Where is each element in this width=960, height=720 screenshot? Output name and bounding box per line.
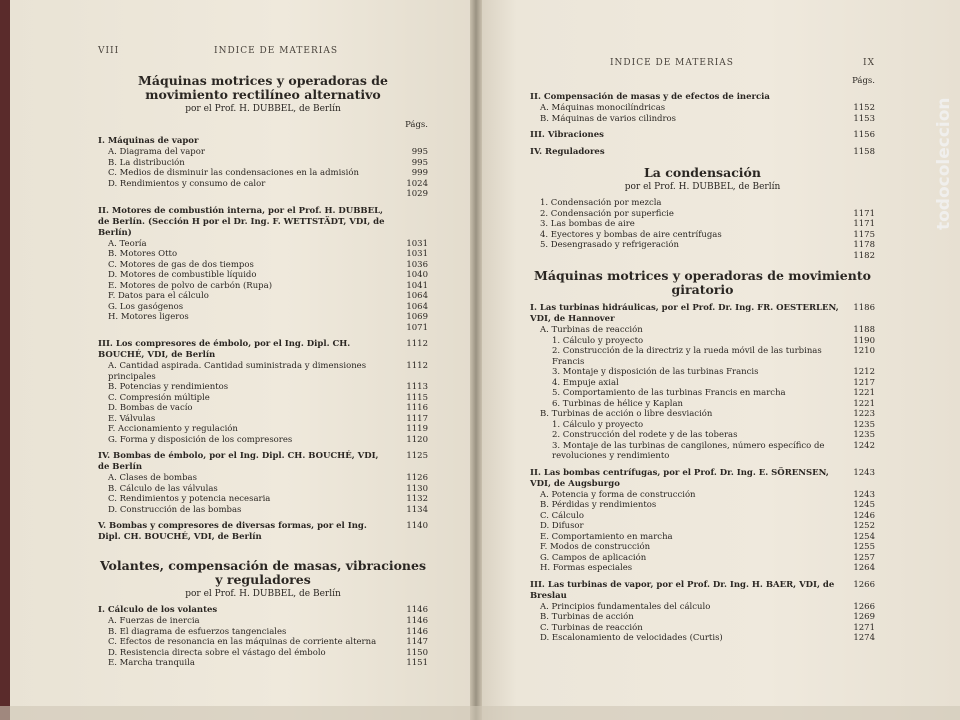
left-folio: VIII [98, 46, 120, 56]
toc-entry [530, 209, 875, 220]
toc-entry-title: H. Formas especiales [540, 563, 633, 573]
toc-entry-title: B. El diagrama de esfuerzos tangenciales [108, 626, 287, 637]
toc-entry-page [839, 198, 875, 209]
toc-entry [98, 473, 428, 484]
toc-entry [98, 281, 428, 292]
toc-entry [98, 424, 428, 435]
toc-entry [530, 521, 875, 532]
toc-entry [98, 616, 428, 627]
toc-entry-page: 1178 [853, 240, 875, 250]
toc-entry-page: 995 [411, 147, 428, 157]
toc-entry [530, 367, 875, 378]
toc-section-title: V. Bombas y compresores de diversas formas, por el Ing. Dipl. CH. BOUCHÉ, VDI, de Berlín [98, 521, 367, 542]
toc-section [530, 130, 875, 141]
toc-entry [530, 563, 875, 574]
toc-entry [530, 532, 875, 543]
toc-section [98, 136, 428, 147]
toc-entry [530, 511, 875, 522]
toc-entry-page: 1153 [853, 113, 875, 124]
toc-entry-page: 1252 [853, 521, 875, 531]
toc-entry [98, 179, 428, 190]
toc-entry-page: 1188 [853, 325, 875, 335]
toc-entry-title: C. Motores de gas de dos tiempos [108, 259, 254, 270]
toc-entry-title: 3. Montaje de las turbinas de cangilones, número específico de revoluciones y rendimiento [552, 440, 825, 461]
toc-entry [530, 602, 875, 613]
right-section0-list [530, 92, 875, 158]
toc-entry-page: 1245 [853, 500, 875, 510]
book-gutter [470, 0, 482, 720]
toc-entry-page: 1254 [853, 531, 875, 542]
toc-entry [98, 648, 428, 659]
toc-entry [98, 239, 428, 250]
toc-section-page [839, 92, 875, 103]
toc-entry-page: 995 [411, 157, 428, 168]
toc-entry [98, 403, 428, 414]
toc-entry-title [530, 251, 839, 262]
toc-section-page: 1243 [853, 467, 875, 478]
left-section1-heading: Máquinas motrices y operadoras de movimiento rectilíneo alternativo [138, 73, 388, 102]
toc-entry-page: 1152 [853, 103, 875, 113]
toc-entry-page: 1243 [853, 489, 875, 500]
toc-entry [530, 336, 875, 347]
toc-entry [530, 251, 875, 262]
toc-entry-page: 1175 [853, 229, 875, 240]
toc-entry-title: G. Forma y disposición de los compresores [108, 434, 293, 445]
toc-entry [530, 430, 875, 441]
toc-entry-title: 4. Empuje axial [552, 377, 619, 388]
toc-entry-title: C. Compresión múltiple [108, 392, 210, 403]
toc-entry-title: 1. Cálculo y proyecto [552, 419, 644, 430]
toc-entry-title: B. Turbinas de acción o libre desviación [540, 409, 713, 419]
toc-entry [530, 198, 875, 209]
toc-entry-title: B. La distribución [108, 157, 185, 168]
toc-entry-title: B. Pérdidas y rendimientos [540, 500, 657, 510]
right-section2-list [530, 303, 875, 644]
toc-entry-title: D. Bombas de vacío [108, 403, 193, 413]
toc-section-title: I. Las turbinas hidráulicas, por el Prof. Dr. Ing. FR. OESTERLEN, VDI, de Hannover [530, 303, 839, 324]
toc-entry-title: 6. Turbinas de hélice y Kaplan [552, 398, 684, 409]
right-section1-byline: por el Prof. H. DUBBEL, de Berlín [624, 182, 781, 192]
toc-entry-page: 1210 [853, 346, 875, 356]
toc-entry [530, 114, 875, 125]
toc-section [530, 147, 875, 158]
toc-entry [530, 633, 875, 644]
toc-entry-page: 1036 [406, 259, 428, 270]
toc-section [98, 451, 428, 473]
bottom-shadow [0, 706, 960, 720]
toc-section-page: 1186 [853, 303, 875, 313]
toc-entry-page: 1040 [406, 270, 428, 280]
toc-section-title: IV. Bombas de émbolo, por el Ing. Dipl. CH. BOUCHÉ, VDI, de Berlín [98, 451, 379, 472]
toc-section-page: 1156 [853, 130, 875, 140]
toc-entry-page: 1151 [406, 658, 428, 668]
toc-entry-title: 4. Eyectores y bombas de aire centrífugas [540, 229, 722, 240]
toc-entry [98, 414, 428, 425]
toc-entry [98, 637, 428, 648]
left-section1-list [98, 136, 428, 543]
toc-entry [98, 158, 428, 169]
toc-entry [98, 393, 428, 404]
toc-entry-page: 1041 [406, 280, 428, 291]
toc-entry-title: G. Los gasógenos [108, 301, 184, 312]
toc-entry-page: 1266 [853, 601, 875, 612]
left-section2-heading: Volantes, compensación de masas, vibraciones y reguladores [100, 558, 426, 587]
toc-entry [530, 542, 875, 553]
toc-entry-title: D. Difusor [540, 521, 584, 531]
toc-entry-title: F. Accionamiento y regulación [108, 424, 238, 434]
toc-entry-title: 5. Comportamiento de las turbinas Francis en marcha [552, 388, 786, 398]
toc-entry-title: B. Motores Otto [108, 249, 178, 259]
toc-entry-title: E. Válvulas [108, 413, 156, 424]
toc-entry-title: D. Motores de combustible líquido [108, 270, 257, 280]
toc-entry-title: C. Turbinas de reacción [540, 622, 643, 633]
toc-entry [530, 409, 875, 420]
toc-entry-page: 1223 [853, 409, 875, 419]
toc-section-title: III. Los compresores de émbolo, por el Ing. Dipl. CH. BOUCHÉ, VDI, de Berlín [98, 339, 351, 360]
toc-entry [98, 270, 428, 281]
toc-entry [530, 553, 875, 564]
toc-entry-title: E. Motores de polvo de carbón (Rupa) [108, 280, 273, 291]
toc-section-title: II. Las bombas centrífugas, por el Prof. Dr. Ing. E. SÖRENSEN, VDI, de Augsburgo [530, 467, 829, 489]
toc-entry-title: A. Turbinas de reacción [540, 325, 643, 335]
watermark: todocoleccion [934, 97, 954, 230]
toc-entry-title: 2. Construcción del rodete y de las toberas [552, 430, 738, 440]
toc-section [98, 521, 428, 543]
toc-entry-title: B. Turbinas de acción [540, 612, 634, 622]
toc-entry [98, 189, 428, 200]
toc-entry [98, 505, 428, 516]
toc-entry-page: 1119 [406, 424, 428, 434]
toc-entry [98, 302, 428, 313]
toc-section-page: 1125 [406, 451, 428, 461]
toc-entry [530, 420, 875, 431]
toc-entry-title: A. Máquinas monocilíndricas [540, 103, 666, 113]
toc-entry [530, 325, 875, 336]
toc-entry [530, 103, 875, 114]
toc-section-page: 1112 [406, 339, 428, 349]
toc-entry-page: 1120 [406, 434, 428, 445]
right-folio: IX [863, 58, 875, 68]
left-running-head [98, 46, 428, 56]
toc-entry-page: 1269 [853, 612, 875, 622]
toc-entry-page: 1112 [406, 361, 428, 371]
toc-entry [98, 484, 428, 495]
toc-section [530, 303, 875, 325]
toc-entry-title: 1. Cálculo y proyecto [552, 335, 644, 346]
toc-entry-page: 1069 [406, 312, 428, 322]
toc-entry [530, 612, 875, 623]
left-page-content [98, 46, 428, 669]
toc-entry-title: 3. Las bombas de aire [540, 219, 635, 229]
toc-section [530, 92, 875, 103]
toc-entry [530, 490, 875, 501]
toc-entry-page: 1146 [406, 626, 428, 637]
toc-section-title: IV. Reguladores [530, 147, 605, 157]
toc-entry-page: 1132 [406, 494, 428, 504]
right-running-head [530, 58, 875, 68]
toc-entry-page: 1182 [853, 250, 875, 261]
toc-entry-page: 1242 [853, 440, 875, 451]
right-page-content [530, 58, 875, 644]
toc-entry [530, 240, 875, 251]
toc-section [530, 468, 875, 490]
toc-entry-page: 1257 [853, 552, 875, 563]
toc-entry-page: 1212 [853, 367, 875, 377]
toc-entry-page: 1171 [853, 219, 875, 229]
toc-entry-title: A. Principios fundamentales del cálculo [540, 601, 711, 612]
toc-section-title: III. Vibraciones [530, 130, 604, 140]
toc-entry-page: 1115 [406, 392, 428, 403]
toc-entry-page: 1130 [406, 483, 428, 494]
toc-entry-page: 1126 [406, 473, 428, 483]
toc-entry-title: A. Cantidad aspirada. Cantidad suministrada y dimensiones principales [108, 361, 367, 382]
toc-section-title: I. Máquinas de vapor [98, 136, 199, 146]
toc-entry [98, 361, 428, 382]
toc-entry-page: 1255 [853, 542, 875, 552]
toc-section [98, 206, 428, 239]
toc-entry [98, 291, 428, 302]
toc-entry-page: 1117 [406, 413, 428, 424]
toc-entry-page: 1031 [406, 238, 428, 249]
toc-entry [530, 500, 875, 511]
right-section2-heading: Máquinas motrices y operadoras de movimiento giratorio [534, 268, 871, 297]
toc-section-page: 1146 [406, 605, 428, 615]
toc-entry-title: C. Cálculo [540, 510, 584, 521]
right-pags-label: Págs. [852, 76, 875, 86]
left-pags-label: Págs. [405, 120, 428, 130]
toc-entry-page: 1134 [406, 504, 428, 515]
toc-entry [530, 378, 875, 389]
toc-section-page: 1158 [853, 147, 875, 157]
toc-entry-title: C. Efectos de resonancia en las máquinas de corriente alterna [108, 637, 377, 647]
toc-entry-title: B. Máquinas de varios cilindros [540, 113, 677, 124]
toc-entry-title: 2. Condensación por superficie [540, 208, 674, 219]
toc-section-page [392, 206, 428, 239]
toc-entry-title: A. Clases de bombas [108, 473, 197, 483]
toc-entry [98, 147, 428, 158]
toc-entry-page: 1064 [406, 291, 428, 301]
toc-entry-page: 1116 [406, 403, 428, 413]
toc-entry-title: D. Rendimientos y consumo de calor [108, 178, 266, 189]
toc-section [98, 605, 428, 616]
toc-entry-title [98, 323, 392, 334]
toc-entry [530, 441, 875, 462]
toc-entry-title [98, 189, 392, 200]
toc-section-title: II. Motores de combustión interna, por el Prof. H. DUBBEL, de Berlín. (Sección H por el Dr. Ing. F. WETTSTÄDT, VDI, de Berlín) [98, 205, 385, 238]
toc-entry-title: A. Diagrama del vapor [108, 147, 205, 157]
toc-entry-page: 1264 [853, 563, 875, 573]
toc-entry-title: A. Teoría [108, 238, 147, 249]
toc-entry-page: 1031 [406, 249, 428, 259]
toc-entry-page: 1221 [853, 388, 875, 398]
toc-entry-page: 1217 [853, 377, 875, 388]
toc-entry-title: G. Campos de aplicación [540, 552, 647, 563]
toc-entry-page: 1171 [853, 208, 875, 219]
toc-entry-page: 1064 [406, 301, 428, 312]
toc-entry [98, 168, 428, 179]
toc-entry [98, 312, 428, 323]
toc-entry-title: A. Fuerzas de inercia [108, 616, 200, 626]
toc-section-title: III. Las turbinas de vapor, por el Prof. Dr. Ing. H. BAER, VDI, de Breslau [530, 579, 835, 601]
toc-entry-page: 1150 [406, 647, 428, 658]
toc-entry [530, 623, 875, 634]
right-running-title: INDICE DE MATERIAS [610, 58, 734, 68]
toc-entry [98, 382, 428, 393]
toc-entry-title: A. Potencia y forma de construcción [540, 489, 696, 500]
toc-entry [98, 658, 428, 669]
toc-entry-title: C. Rendimientos y potencia necesaria [108, 494, 271, 504]
toc-entry [98, 494, 428, 505]
toc-entry-page: 1147 [406, 637, 428, 647]
toc-entry-title: H. Motores ligeros [108, 312, 189, 322]
toc-entry-title: B. Cálculo de las válvulas [108, 483, 218, 494]
toc-entry-title: 3. Montaje y disposición de las turbinas Francis [552, 367, 759, 377]
toc-entry-page: 1235 [853, 430, 875, 440]
toc-entry-page: 1024 [406, 178, 428, 189]
toc-entry-title: D. Construcción de las bombas [108, 504, 242, 515]
toc-entry [98, 260, 428, 271]
left-section1-byline: por el Prof. H. DUBBEL, de Berlín [185, 104, 341, 114]
toc-entry-title: B. Potencias y rendimientos [108, 382, 229, 392]
toc-section [98, 339, 428, 361]
toc-entry [98, 627, 428, 638]
toc-entry-title: E. Marcha tranquila [108, 658, 195, 668]
toc-entry-page: 1235 [853, 419, 875, 430]
toc-entry [98, 435, 428, 446]
toc-entry [530, 346, 875, 367]
toc-entry-page: 1029 [406, 189, 428, 199]
toc-entry-title: C. Medios de disminuir las condensaciones en la admisión [108, 168, 359, 178]
toc-section-title: I. Cálculo de los volantes [98, 605, 218, 615]
toc-entry-title: D. Resistencia directa sobre el vástago del émbolo [108, 647, 326, 658]
toc-section-title: II. Compensación de masas y de efectos de inercia [530, 92, 770, 102]
toc-entry-title: F. Datos para el cálculo [108, 291, 209, 301]
toc-entry [530, 219, 875, 230]
toc-section-page: 1266 [853, 579, 875, 590]
toc-section-page: 1140 [406, 521, 428, 531]
toc-entry-page: 1113 [406, 382, 428, 392]
left-running-title: INDICE DE MATERIAS [214, 46, 338, 56]
toc-entry-page: 1071 [406, 322, 428, 333]
right-section1-heading: La condensación [644, 165, 761, 180]
toc-entry-page: 1221 [853, 398, 875, 409]
toc-entry-title: E. Comportamiento en marcha [540, 531, 673, 542]
toc-entry [98, 249, 428, 260]
toc-entry [530, 388, 875, 399]
toc-section-page [392, 136, 428, 147]
toc-entry-title: 5. Desengrasado y refrigeración [540, 240, 679, 250]
toc-entry-page: 1246 [853, 510, 875, 521]
toc-entry [98, 323, 428, 334]
toc-entry-page: 999 [411, 168, 428, 178]
right-section1-list [530, 198, 875, 261]
toc-entry-page: 1146 [406, 616, 428, 626]
toc-entry-title: F. Modos de construcción [540, 542, 651, 552]
toc-entry-title: 2. Construcción de la directriz y la rueda móvil de las turbinas Francis [552, 346, 822, 367]
toc-entry-page: 1190 [853, 335, 875, 346]
toc-entry-page: 1271 [853, 622, 875, 633]
toc-entry-title: 1. Condensación por mezcla [540, 198, 662, 208]
left-section2-byline: por el Prof. H. DUBBEL, de Berlín [185, 589, 341, 599]
left-section2-list [98, 605, 428, 669]
toc-entry-title: D. Escalonamiento de velocidades (Curtis) [540, 633, 723, 643]
toc-section [530, 580, 875, 602]
toc-entry [530, 399, 875, 410]
toc-entry [530, 230, 875, 241]
toc-entry-page: 1274 [853, 633, 875, 643]
